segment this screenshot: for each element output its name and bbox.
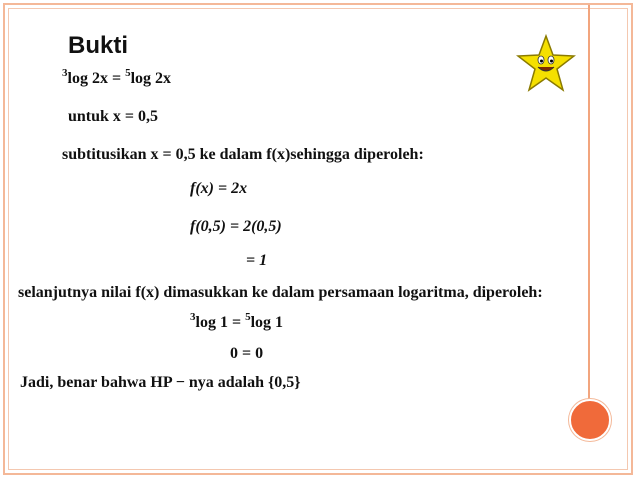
smiley-star-icon [516,34,576,94]
decorative-line [588,5,590,405]
slide-title: Bukti [68,32,128,59]
equation-log-2x: $^3$log 2x = $^5$log 2x [62,67,172,87]
line-x-value: untuk x = 0,5 [68,108,159,125]
conclusion-line: Jadi, benar bahwa HP − nya adalah {0,5} [20,374,301,391]
line-next-step: selanjutnya nilai f(x) dimasukkan ke dalam persamaan logaritma, diperoleh: [18,284,543,301]
fx-line-3: = 1 [246,252,268,269]
line-substitution: subtitusikan x = 0,5 ke dalam f(x)sehingga diperoleh: [62,146,424,163]
fx-line-1: f(x) = 2x [190,180,248,197]
equation-zero: 0 = 0 [230,345,264,362]
decorative-circle [569,399,611,441]
equation-log-1: $^3$log 1 = $^5$log 1 [190,311,284,331]
fx-line-2: f(0,5) = 2(0,5) [190,218,282,235]
